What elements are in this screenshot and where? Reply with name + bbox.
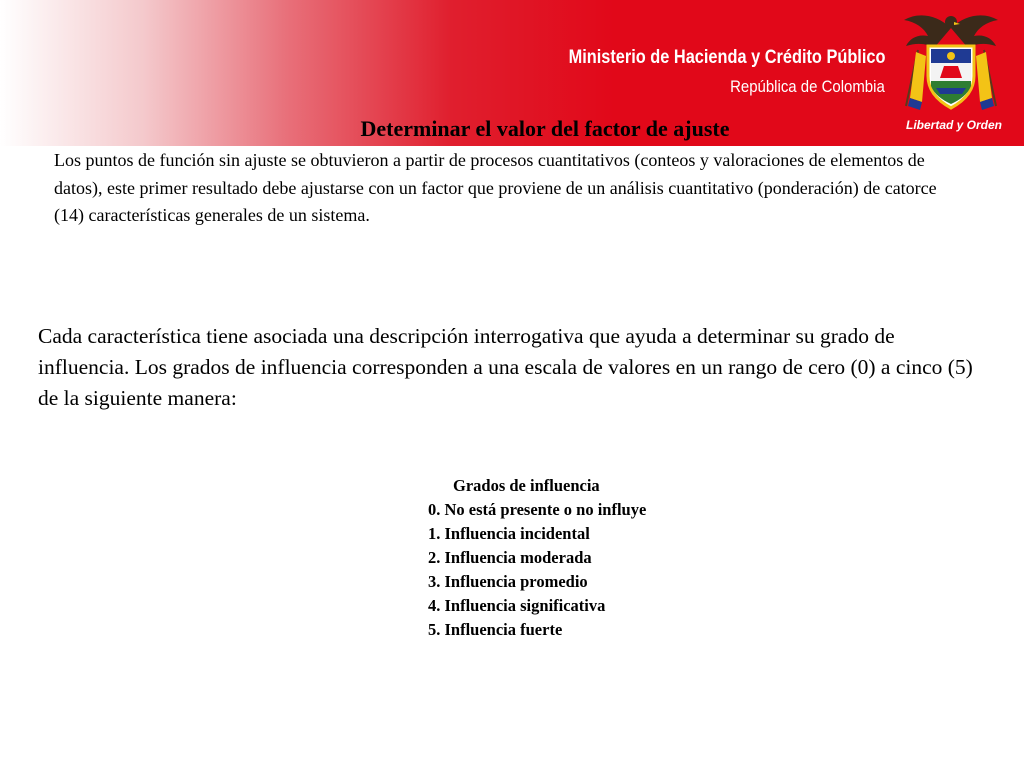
- influence-list-heading: Grados de influencia: [453, 476, 600, 495]
- influence-list: [428, 474, 646, 642]
- page-title: Determinar el valor del factor de ajuste: [360, 116, 730, 141]
- coat-of-arms-icon: [896, 6, 1006, 116]
- country-subtitle: República de Colombia: [730, 77, 885, 96]
- list-item: 4. Influencia significativa: [428, 596, 606, 615]
- list-item: 5. Influencia fuerte: [428, 620, 563, 639]
- list-item: 1. Influencia incidental: [428, 524, 590, 543]
- shield-isthmus: [936, 88, 966, 94]
- ministry-title: Ministerio de Hacienda y Crédito Público: [568, 47, 885, 68]
- intro-paragraph: Los puntos de función sin ajuste se obtuvieron a partir de procesos cuantitativos (conteos y valoraciones de elementos de datos), este primer resultado debe ajustarse con un factor que proviene de un análisis cuantitativo (ponderación) de catorce (14) características generales de un sistema.: [54, 150, 937, 225]
- condor-left-wing: [904, 15, 951, 48]
- list-item: 3. Influencia promedio: [428, 572, 588, 591]
- condor-head: [945, 16, 957, 28]
- list-item: 0. No está presente o no influye: [428, 500, 647, 519]
- shield-pomegranate: [947, 52, 955, 60]
- list-item: 2. Influencia moderada: [428, 548, 592, 567]
- description-paragraph: Cada característica tiene asociada una descripción interrogativa que ayuda a determinar su grado de influencia. Los grados de influencia corresponden a una escala de valores en un rango de cero (0) a cinco (5) de la siguiente manera:: [38, 324, 973, 410]
- motto: Libertad y Orden: [905, 118, 1003, 132]
- condor-right-wing: [951, 15, 998, 48]
